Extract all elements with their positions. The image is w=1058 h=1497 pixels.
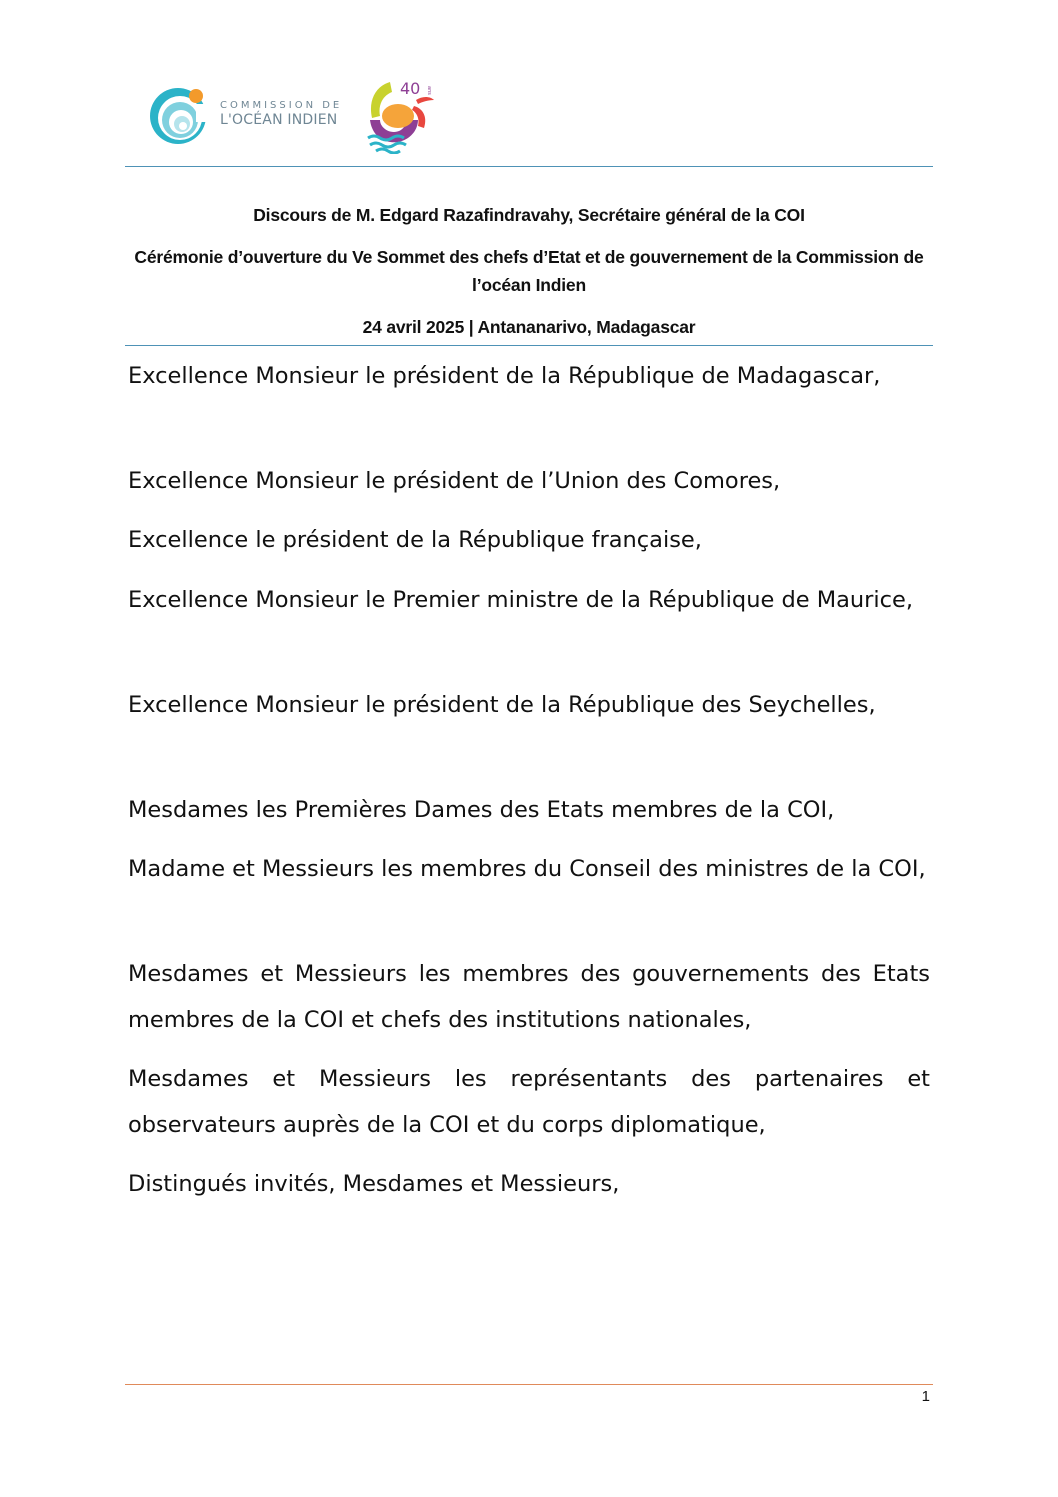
coi-logo-line2: L'OCÉAN INDIEN [220, 112, 338, 128]
salutation-paragraph: Excellence Monsieur le président de la République des Seychelles, [128, 692, 876, 718]
salutation-paragraph: Madame et Messieurs les membres du Conseil des ministres de la COI, [128, 856, 926, 882]
footer-divider [125, 1384, 933, 1385]
anniversary-number: 40 [400, 79, 421, 98]
salutation-paragraph: Excellence Monsieur le président de l’Union des Comores, [128, 468, 781, 494]
salutation-paragraph: Mesdames et Messieurs les membres des gouvernements des Etats membres de la COI et chefs des institutions nationales, [128, 961, 930, 1033]
coi-logo [148, 82, 348, 148]
header-divider [125, 166, 933, 167]
anniversary-logo [362, 78, 442, 154]
event-title: Cérémonie d’ouverture du Ve Sommet des chefs d’Etat et de gouvernement de la Commission de l’océan Indien [134, 247, 924, 295]
salutation-paragraph: Mesdames et Messieurs les représentants des partenaires et observateurs auprès de la COI et du corps diplomatique, [128, 1066, 930, 1138]
salutation-paragraph: Excellence Monsieur le président de la République de Madagascar, [128, 363, 881, 389]
salutation-paragraph: Excellence le président de la République française, [128, 527, 702, 553]
speech-title: Discours de M. Edgard Razafindravahy, Secrétaire général de la COI [253, 205, 805, 225]
page-number: 1 [921, 1388, 930, 1405]
salutation-paragraph: Excellence Monsieur le Premier ministre de la République de Maurice, [128, 587, 914, 613]
coi-logo-text [220, 100, 342, 128]
header-logos [148, 78, 448, 154]
salutation-paragraph: Distingués invités, Mesdames et Messieurs, [128, 1171, 620, 1197]
40-years-logo-icon [362, 78, 442, 154]
coi-logo-line1: COMMISSION DE [220, 100, 343, 111]
anniversary-suffix: ans [426, 86, 432, 95]
salutation-paragraph: Mesdames les Premières Dames des Etats membres de la COI, [128, 797, 835, 823]
coi-logo-icon [148, 82, 212, 146]
date-place: 24 avril 2025 | Antananarivo, Madagascar [362, 317, 696, 337]
title-divider [125, 345, 933, 346]
